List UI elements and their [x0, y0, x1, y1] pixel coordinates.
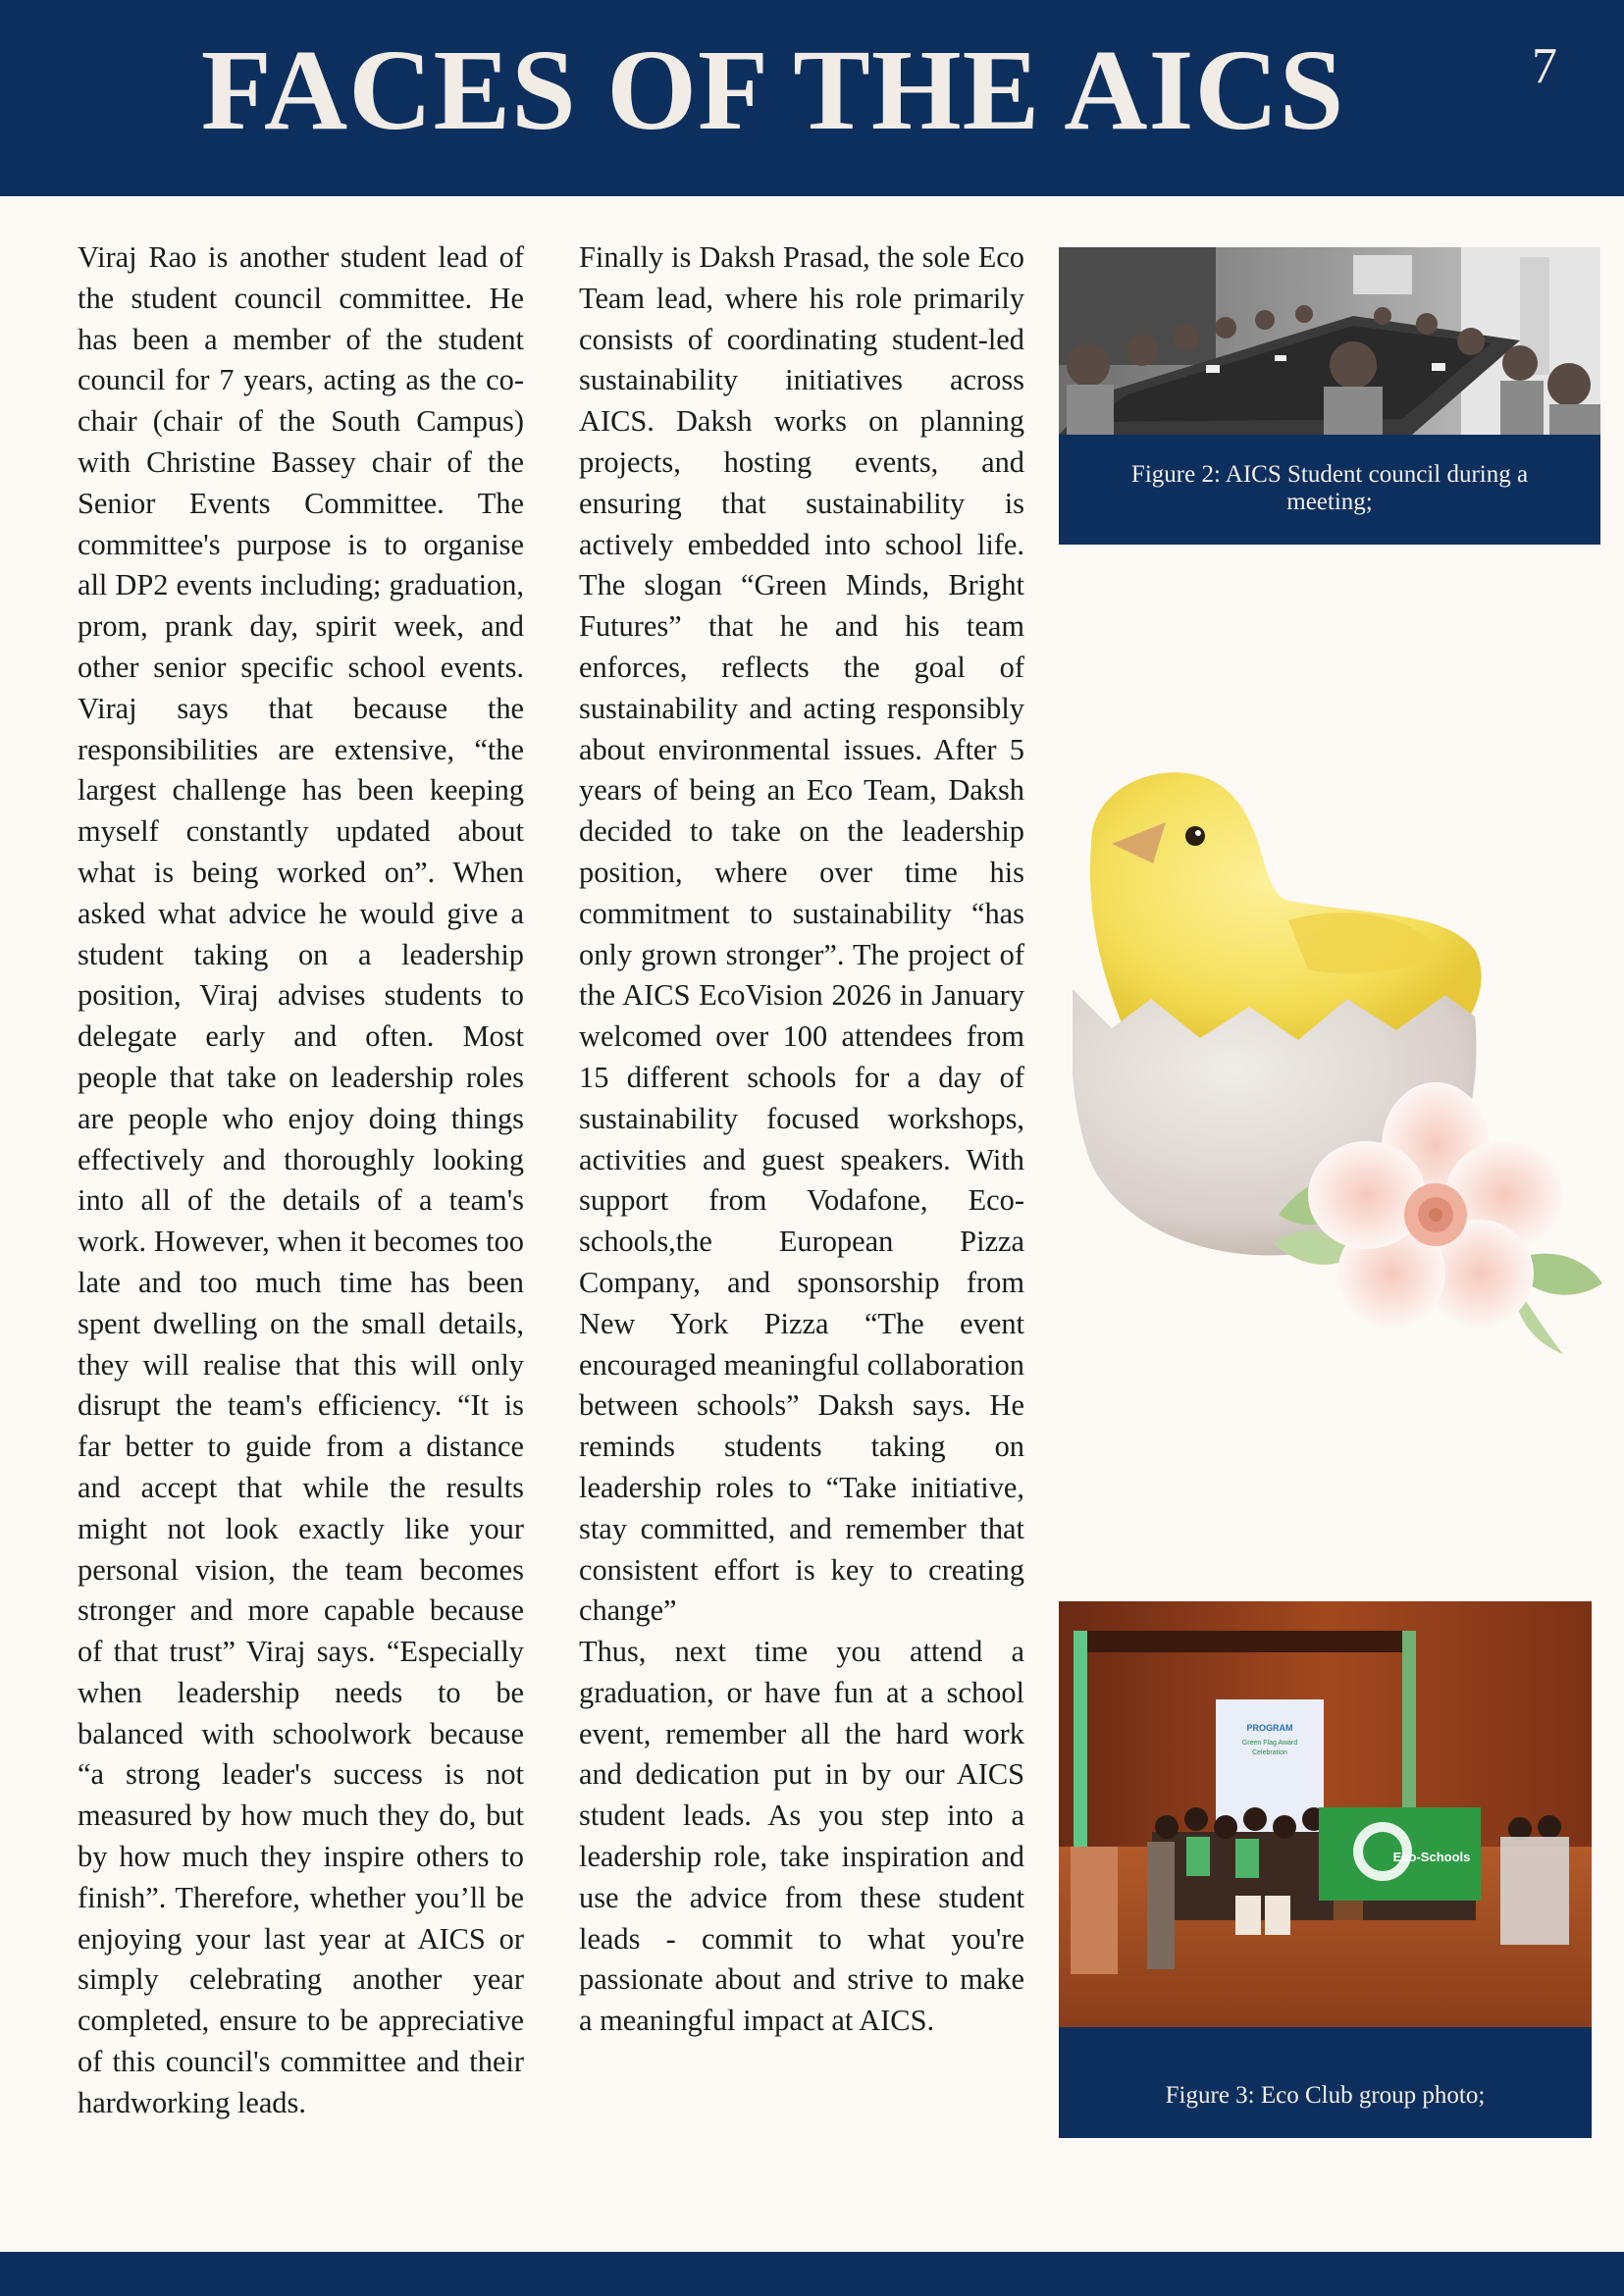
page-header: [0, 0, 1624, 196]
svg-text:Green Flag Award: Green Flag Award: [1241, 1740, 1298, 1747]
article-paragraph-conclusion: Thus, next time you attend a graduation, or have fun at a school event, remember all the hard work and dedication put in by our AICS student leads. As you step into a leadership role, take inspiration and use the advice from these student leads - commit to what you're passionate about and strive to make a meaningful impact at AICS.: [579, 1635, 1024, 2038]
page-title: FACES OF THE AICS: [200, 26, 1345, 154]
article-column-left: [78, 237, 524, 2124]
page-number: 7: [1532, 38, 1557, 94]
article-paragraph-viraj: Viraj Rao is another student lead of the student council committee. He has been a member of the student council for 7 years, acting as the co-chair (chair of the South Campus) with Christine Bassey chair of the Senior Events Committee. The committee's purpose is to organise all DP2 events including; graduation, prom, prank day, spirit week, and other senior specific school events. Viraj says that because the responsibilities are extensive, “the largest challenge has been keeping myself constantly updated about what is being worked on”. When asked what advice he would give a student taking on a leadership position, Viraj advises students to delegate early and often. Most people that take on leadership roles are people who enjoy doing things effectively and thoroughly looking into all of the details of a team's work. However, when it becomes too late and too much time has been spent dwelling on the small details, they will realise that this will only disrupt the team's efficiency. “It is far better to guide from a distance and accept that while the results might not look exactly like your personal vision, the team becomes stronger and more capable because of that trust” Viraj says. “Especially when leadership needs to be balanced with schoolwork because “a strong leader's success is not measured by how much they do, but by how much they inspire others to finish”. Therefore, whether you’ll be enjoying your last year at AICS or simply celebrating another year completed, ensure to be appreciative of this council's committee and their hardworking leads.: [78, 240, 524, 2119]
svg-text:Celebration: Celebration: [1252, 1749, 1287, 1756]
chick-in-egg-illustration: [1073, 754, 1607, 1354]
page-footer-bar: [0, 2252, 1624, 2296]
figure-3-caption: Figure 3: Eco Club group photo;: [1165, 2082, 1486, 2109]
eco-club-group-photo: [1059, 1601, 1592, 2027]
article-paragraph-daksh: Finally is Daksh Prasad, the sole Eco Team lead, where his role primarily consists of coordinating student-led sustainability initiatives across AICS. Daksh works on planning projects, hosting events, and ensuring that sustainability is actively embedded into school life. The slogan “Green Minds, Bright Futures” that he and his team enforces, reflects the goal of sustainability and acting responsibly about environmental issues. After 5 years of being an Eco Team, Daksh decided to take on the leadership position, where over time his commitment to sustainability “has only grown stronger”. The project of the AICS EcoVision 2026 in January welcomed over 100 attendees from 15 different schools for a day of sustainability focused workshops, activities and guest speakers. With support from Vodafone, Eco-schools,the European Pizza Company, and sponsorship from New York Pizza “The event encouraged meaningful collaboration between schools” Daksh says. He reminds students taking on leadership roles to “Take initiative, stay committed, and remember that consistent effort is key to creating change”: [579, 240, 1024, 1628]
svg-text:PROGRAM: PROGRAM: [1246, 1723, 1293, 1733]
flag-label: Eco-Schools: [1392, 1850, 1471, 1864]
figure-council-meeting: [1059, 247, 1600, 545]
figure-eco-club: [1059, 1601, 1592, 2138]
council-meeting-photo: [1059, 247, 1600, 435]
article-column-middle: [579, 237, 1024, 2042]
figure-2-caption: Figure 2: AICS Student council during a meeting;: [1130, 461, 1529, 515]
